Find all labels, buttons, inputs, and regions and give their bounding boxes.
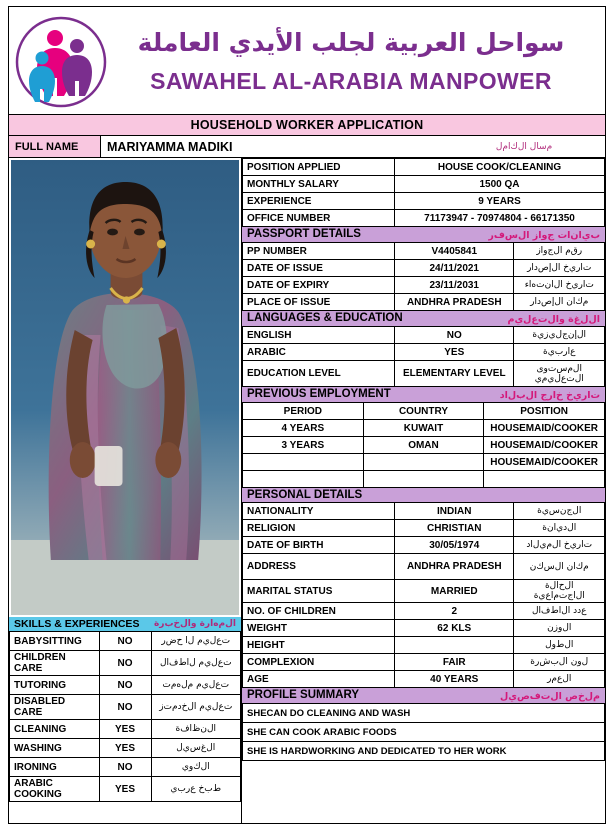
table-row (243, 537, 605, 554)
page-title: HOUSEHOLD WORKER APPLICATION (9, 115, 605, 136)
left-column (9, 158, 242, 823)
passport-section-header (242, 227, 605, 242)
full-name-label-arabic: ﻡﺳﺎﻝ ﺍﻝﻙﺍﻡﻝ (495, 141, 553, 152)
profile-summary-section-title: PROFILE SUMMARY (247, 689, 360, 701)
table-row (10, 632, 241, 651)
employment-country (363, 454, 484, 471)
education-label: EDUCATION LEVEL (243, 361, 395, 387)
table-row (243, 277, 605, 294)
skill-label: WASHING (10, 739, 100, 758)
table-row (243, 193, 605, 210)
employment-position: HOUSEMAID/COOKER (484, 454, 605, 471)
personal-details-table (242, 502, 605, 688)
basic-label: MONTHLY SALARY (243, 176, 395, 193)
personal-label-arabic: ﺍﻝﺡﺍﻝﺓ ﺍﻝﺍﺝﺕﻡﺍﻉﻱﺓ (514, 580, 605, 603)
employment-period: 3 YEARS (243, 437, 364, 454)
table-row (243, 637, 605, 654)
personal-value: 2 (395, 603, 514, 620)
manpower-family-logo-icon (15, 16, 107, 108)
personal-details-section-header (242, 488, 605, 502)
profile-summary-table (242, 703, 605, 761)
skill-label: CHILDREN CARE (10, 651, 100, 676)
skill-label-arabic: ﺍﻝﻍﺱﻱﻝ (151, 739, 241, 758)
basic-label: OFFICE NUMBER (243, 210, 395, 227)
passport-value: ANDHRA PRADESH (395, 294, 514, 311)
personal-label: NATIONALITY (243, 503, 395, 520)
applicant-photo (11, 160, 239, 615)
table-row (10, 758, 241, 777)
profile-summary-line: SHECAN DO CLEANING AND WASH (243, 704, 605, 723)
passport-label-arabic: ﺕﺍﺭﻱﺥ ﺍﻝﺍﻥﺕﻩﺍﺀ (514, 277, 605, 294)
skill-label: DISABLED CARE (10, 695, 100, 720)
skill-value: YES (99, 720, 151, 739)
table-row (243, 671, 605, 688)
personal-label-arabic: ﺍﻝﺝﻥﺱﻱﺓ (514, 503, 605, 520)
right-column (242, 158, 605, 823)
table-row (243, 361, 605, 387)
table-row (243, 603, 605, 620)
table-row (243, 294, 605, 311)
skill-label-arabic: ﺕﻉﻝﻱﻡ ﻡﻝﻩﻡﺕ (151, 676, 241, 695)
language-label-arabic: ﺍﻝﺇﻥﺝﻝﻱﺯﻱﺓ (514, 327, 605, 344)
table-row (10, 695, 241, 720)
table-row (243, 159, 605, 176)
personal-value: FAIR (395, 654, 514, 671)
personal-label-arabic: ﺍﻝﻁﻭﻝ (514, 637, 605, 654)
basic-value: 9 YEARS (395, 193, 605, 210)
skill-value: NO (99, 651, 151, 676)
table-row (10, 676, 241, 695)
basic-value: HOUSE COOK/CLEANING (395, 159, 605, 176)
personal-label-arabic: ﺍﻝﻉﻡﺭ (514, 671, 605, 688)
languages-section-header (242, 311, 605, 326)
passport-value: 23/11/2031 (395, 277, 514, 294)
personal-value: 40 YEARS (395, 671, 514, 688)
passport-label-arabic: ﻡﻙﺍﻥ ﺍﻝﺇﺹﺩﺍﺭ (514, 294, 605, 311)
personal-details-section-title: PERSONAL DETAILS (247, 489, 363, 501)
languages-table (242, 326, 605, 387)
skill-label: TUTORING (10, 676, 100, 695)
education-value: ELEMENTARY LEVEL (395, 361, 514, 387)
full-name-row (9, 136, 605, 158)
document-header (9, 7, 605, 115)
personal-label: AGE (243, 671, 395, 688)
skill-value: NO (99, 676, 151, 695)
skill-value: YES (99, 777, 151, 802)
table-row (243, 723, 605, 742)
profile-summary-line: SHE IS HARDWORKING AND DEDICATED TO HER WORK (243, 742, 605, 761)
passport-label: DATE OF EXPIRY (243, 277, 395, 294)
document-body (9, 158, 605, 823)
table-row (243, 503, 605, 520)
table-row (10, 739, 241, 758)
skill-value: NO (99, 758, 151, 777)
basic-value: 1500 QA (395, 176, 605, 193)
passport-section-title: PASSPORT DETAILS (247, 228, 361, 240)
table-row (243, 344, 605, 361)
personal-label: WEIGHT (243, 620, 395, 637)
employment-position: HOUSEMAID/COOKER (484, 420, 605, 437)
personal-label: MARITAL STATUS (243, 580, 395, 603)
application-sheet (8, 6, 606, 824)
personal-value: 62 KLS (395, 620, 514, 637)
previous-employment-table (242, 402, 605, 488)
language-value: YES (395, 344, 514, 361)
column-header-country: COUNTRY (363, 403, 484, 420)
column-header-position: POSITION (484, 403, 605, 420)
skill-label-arabic: ﺕﻉﻝﻱﻡ ﻝﺍ ﺡﺽﺭ (151, 632, 241, 651)
personal-value: ANDHRA PRADESH (395, 554, 514, 580)
personal-label: NO. OF CHILDREN (243, 603, 395, 620)
table-row (243, 420, 605, 437)
table-row (243, 327, 605, 344)
passport-label-arabic: ﺕﺍﺭﻱﺥ ﺍﻝﺇﺹﺩﺍﺭ (514, 260, 605, 277)
passport-label: PP NUMBER (243, 243, 395, 260)
skill-value: NO (99, 695, 151, 720)
brand-name-arabic: سواحل العربية لجلب الأيدي العاملة (137, 28, 565, 57)
passport-value: V4405841 (395, 243, 514, 260)
skills-table (9, 631, 241, 802)
previous-employment-section-title-arabic: ﺕﺍﺭﻱﺥ ﺥﺍﺭﺝ ﺍﻝﺏﻝﺍﺩ (499, 390, 600, 401)
table-row (243, 580, 605, 603)
column-header-period: PERIOD (243, 403, 364, 420)
skills-section-title-arabic: ﺍﻝﻡﻩﺍﺭﺓ ﻭﺍﻝﺥﺏﺭﺓ (153, 619, 236, 629)
employment-position (484, 471, 605, 488)
languages-section-title-arabic: ﺍﻝﻝﻍﺓ ﻭﺍﻝﺕﻉﻝﻱﻡ (507, 314, 600, 325)
profile-summary-section-header (242, 688, 605, 703)
table-row (243, 520, 605, 537)
previous-employment-section-title: PREVIOUS EMPLOYMENT (247, 388, 391, 400)
profile-summary-line: SHE CAN COOK ARABIC FOODS (243, 723, 605, 742)
table-row (243, 210, 605, 227)
education-label-arabic: ﺍﻝﻡﺱﺕﻭﻯ ﺍﻝﺕﻉﻝﻱﻡﻱ (514, 361, 605, 387)
skill-label-arabic: ﺍﻝﻙﻭﻱ (151, 758, 241, 777)
skill-label: IRONING (10, 758, 100, 777)
previous-employment-section-header (242, 387, 605, 402)
skill-label-arabic: ﺕﻉﻝﻱﻡ ﻝﺍﻁﻑﺍﻝ (151, 651, 241, 676)
employment-period (243, 454, 364, 471)
table-row (243, 620, 605, 637)
personal-value: INDIAN (395, 503, 514, 520)
skill-label-arabic: ﻁﺏﺥ ﻉﺭﺏﻱ (151, 777, 241, 802)
table-row (243, 176, 605, 193)
brand-name-english: SAWAHEL AL-ARABIA MANPOWER (150, 68, 552, 94)
skill-value: NO (99, 632, 151, 651)
basic-info-table (242, 158, 605, 227)
basic-label: EXPERIENCE (243, 193, 395, 210)
table-row (10, 720, 241, 739)
table-row (243, 260, 605, 277)
table-row (243, 454, 605, 471)
personal-value: MARRIED (395, 580, 514, 603)
table-row (243, 742, 605, 761)
language-label: ARABIC (243, 344, 395, 361)
table-row (243, 704, 605, 723)
profile-summary-section-title-arabic: ﻡﻝﺥﺹ ﺍﻝﺕﻑﺹﻱﻝ (500, 691, 600, 702)
brand-block (107, 28, 599, 95)
skill-label-arabic: ﺕﻉﻝﻱﻡ ﺍﻝﺥﺩﻡﺕﺯ (151, 695, 241, 720)
personal-label: DATE OF BIRTH (243, 537, 395, 554)
table-row (243, 654, 605, 671)
full-name-value: MARIYAMMA MADIKI (107, 139, 233, 154)
table-row (10, 651, 241, 676)
table-row (243, 243, 605, 260)
personal-label: HEIGHT (243, 637, 395, 654)
employment-position: HOUSEMAID/COOKER (484, 437, 605, 454)
employment-period: 4 YEARS (243, 420, 364, 437)
table-row (243, 437, 605, 454)
languages-section-title: LANGUAGES & EDUCATION (247, 312, 403, 324)
skill-label: CLEANING (10, 720, 100, 739)
skill-label: ARABIC COOKING (10, 777, 100, 802)
passport-section-title-arabic: ﺏﻱﺍﻥﺍﺕ ﺝﻭﺍﺯ ﺍﻝﺱﻑﺭ (488, 230, 600, 241)
employment-country: KUWAIT (363, 420, 484, 437)
skill-value: YES (99, 739, 151, 758)
skill-label: BABYSITTING (10, 632, 100, 651)
employment-country (363, 471, 484, 488)
full-name-label: FULL NAME (9, 136, 101, 157)
basic-label: POSITION APPLIED (243, 159, 395, 176)
language-value: NO (395, 327, 514, 344)
skills-section-header (9, 617, 241, 631)
table-row (243, 554, 605, 580)
personal-label-arabic: ﻡﻙﺍﻥ ﺍﻝﺱﻙﻥ (514, 554, 605, 580)
personal-label: RELIGION (243, 520, 395, 537)
passport-label-arabic: ﺭﻕﻡ ﺍﻝﺝﻭﺍﺯ (514, 243, 605, 260)
personal-value (395, 637, 514, 654)
personal-label-arabic: ﺍﻝﻭﺯﻥ (514, 620, 605, 637)
personal-value: 30/05/1974 (395, 537, 514, 554)
table-row (10, 777, 241, 802)
skills-section-title: SKILLS & EXPERIENCES (14, 618, 140, 630)
passport-label: PLACE OF ISSUE (243, 294, 395, 311)
personal-label: ADDRESS (243, 554, 395, 580)
employment-country: OMAN (363, 437, 484, 454)
table-row (243, 471, 605, 488)
employment-period (243, 471, 364, 488)
personal-label-arabic: ﻉﺩﺩ ﺍﻝﺍﻁﻑﺍﻝ (514, 603, 605, 620)
language-label-arabic: ﻉﺍﺭﺏﻱﺓ (514, 344, 605, 361)
personal-label-arabic: ﻝﻭﻥ ﺍﻝﺏﺵﺭﺓ (514, 654, 605, 671)
personal-label-arabic: ﺕﺍﺭﻱﺥ ﺍﻝﻡﻱﻝﺍﺩ (514, 537, 605, 554)
passport-value: 24/11/2021 (395, 260, 514, 277)
passport-label: DATE OF ISSUE (243, 260, 395, 277)
passport-table (242, 242, 605, 311)
skill-label-arabic: ﺍﻝﻥﻅﺍﻑﺓ (151, 720, 241, 739)
personal-value: CHRISTIAN (395, 520, 514, 537)
table-header-row (243, 403, 605, 420)
personal-label-arabic: ﺍﻝﺩﻱﺍﻥﺓ (514, 520, 605, 537)
language-label: ENGLISH (243, 327, 395, 344)
personal-label: COMPLEXION (243, 654, 395, 671)
basic-value: 71173947 - 70974804 - 66171350 (395, 210, 605, 227)
applicant-photo-wrap (9, 158, 241, 617)
